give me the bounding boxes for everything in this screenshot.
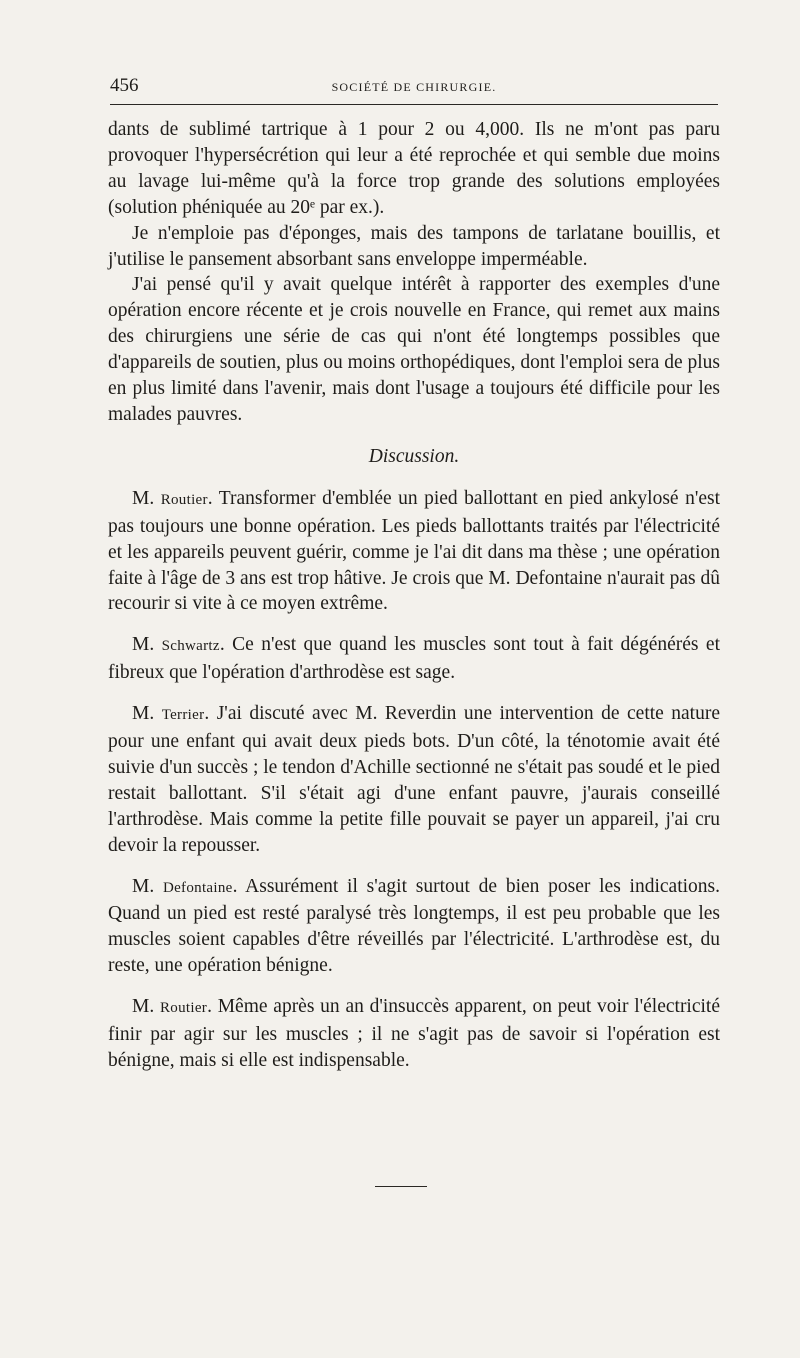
paragraph-sponges: Je n'emploie pas d'éponges, mais des tampons de tarlatane bouillis, et j'utilise le pansement absorbant sans enveloppe imperméable. <box>108 222 720 270</box>
speaker-remark: . J'ai discuté avec M. Reverdin une intervention de cette nature pour une enfant qui avait deux pieds bots. D'un côté, la ténotomie avait été suivie d'un succès ; le tendon d'Achille sectionné ne s'était pas soudé et le pied restait ballottant. S'il s'était agi d'une enfant pauvre, j'aurais conseillé l'arthrodèse. Mais comme la petite fille pouvait se payer un appareil, j'ai cru devoir la repousser. <box>108 703 721 856</box>
body-text <box>108 117 720 1074</box>
discussion-title: Discussion. <box>368 445 460 467</box>
speaker-prefix: M. <box>132 996 160 1018</box>
speaker-remark: . Assurément il s'agit surtout de bien poser les indications. Quand un pied est resté paralysé très longtemps, il est peu probable que les muscles soient capables d'être réveillés par l'électricité. L'arthrodèse est, du reste, une opération bénigne. <box>108 875 720 977</box>
running-title: SOCIÉTÉ DE CHIRURGIE. <box>331 80 497 94</box>
section-end-rule <box>375 1186 427 1187</box>
discussion-item-terrier <box>108 701 720 858</box>
header-rule <box>110 104 718 105</box>
discussion-item-routier-1 <box>108 486 720 618</box>
speaker-name: Defontaine <box>162 879 233 896</box>
speaker-prefix: M. <box>132 487 161 509</box>
speaker-name: Schwartz <box>161 638 220 655</box>
speaker-remark: . Transformer d'emblée un pied ballottant en pied ankylosé n'est pas toujours une bonne opération. Les pieds ballottants traités par l'électricité et les appareils peuvent guérir, comme je l'ai dit dans ma thèse ; une opération faite à l'âge de 3 ans est trop hâtive. Je crois que M. Defontaine n'aurait pas dû recourir si vite à ce moyen extrême. <box>108 487 720 615</box>
speaker-name: Routier <box>160 491 208 508</box>
page-number: 456 <box>110 75 139 96</box>
discussion-item-schwartz <box>108 632 720 686</box>
speaker-name: Terrier <box>161 707 205 724</box>
speaker-prefix: M. <box>132 703 162 725</box>
speaker-remark: . Même après un an d'insuccès apparent, on peut voir l'électricité finir par agir sur les muscles ; il ne s'agit pas de savoir si l'opération est bénigne, mais si elle est indispensable. <box>108 996 720 1071</box>
speaker-remark: . Ce n'est que quand les muscles sont tout à fait dégénérés et fibreux que l'opération d'arthrodèse est sage. <box>108 634 720 684</box>
discussion-item-defontaine <box>108 874 720 980</box>
paragraph-conclusion: J'ai pensé qu'il y avait quelque intérêt à rapporter des exemples d'une opération encore récente et je crois nouvelle en France, qui remet aux mains des chirurgiens une série de cas qui n'ont été longtemps possibles que d'appareils de soutien, plus ou moins orthopédiques, dont l'emploi sera de plus en plus limité dans l'avenir, mais dont l'usage a toujours été difficile pour les malades pauvres. <box>108 274 720 425</box>
speaker-name: Routier <box>159 1000 208 1017</box>
page-header <box>110 76 718 98</box>
paragraph-continuation: dants de sublimé tartrique à 1 pour 2 ou 4,000. Ils ne m'ont pas paru provoquer l'hypersécrétion qui leur a été reprochée et qui semble due moins au lavage lui-même qu'à la force trop grande des solutions employées (solution phéniquée au 20ᵉ par ex.). <box>108 119 720 218</box>
discussion-item-routier-2 <box>108 994 720 1074</box>
speaker-prefix: M. <box>132 634 162 656</box>
speaker-prefix: M. <box>132 875 163 897</box>
